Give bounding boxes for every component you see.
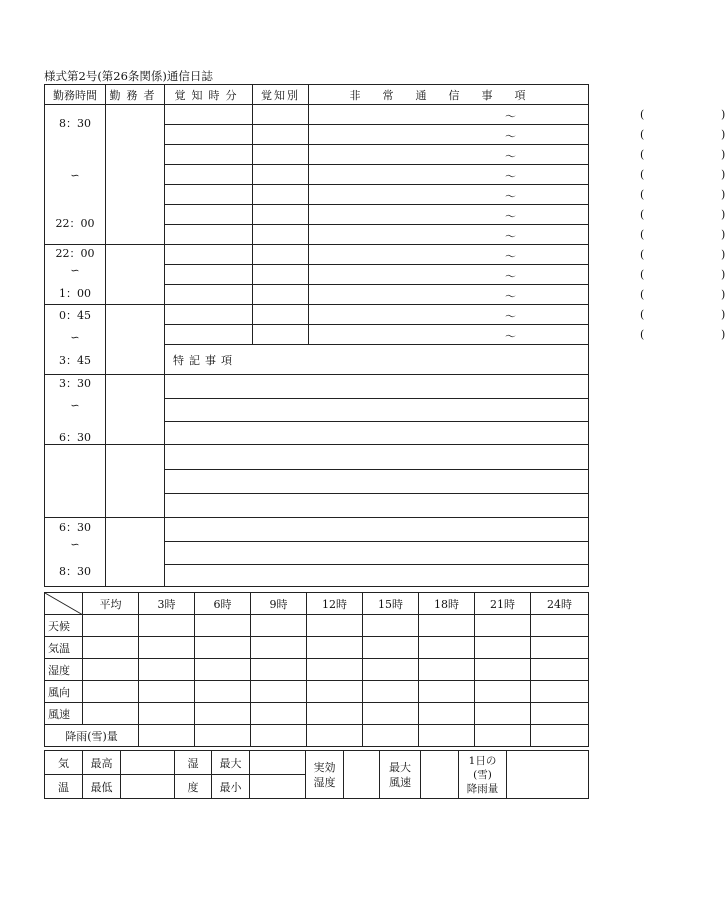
- effective-humidity-value[interactable]: [344, 751, 380, 799]
- detect-type-cell[interactable]: [253, 325, 309, 345]
- temp-high-value[interactable]: [121, 751, 175, 775]
- weather-row: [45, 659, 589, 681]
- weather-col-header: 15時: [363, 593, 419, 615]
- weather-col-header: 12時: [307, 593, 363, 615]
- temp-low-label: 最低: [83, 775, 121, 799]
- weather-row-label: 風向: [45, 681, 83, 703]
- detect-type-cell[interactable]: [253, 125, 309, 145]
- comm-cell[interactable]: ～ ( ): [309, 145, 589, 165]
- weather-row: [45, 637, 589, 659]
- weather-row-label: 風速: [45, 703, 83, 725]
- comm-cell[interactable]: ～ ( ): [309, 165, 589, 185]
- weather-row-label: 天候: [45, 615, 83, 637]
- detect-type-cell[interactable]: [253, 165, 309, 185]
- temp-label-bottom: 温: [45, 775, 83, 799]
- temp-label-top: 気: [45, 751, 83, 775]
- weather-row: [45, 615, 589, 637]
- detect-type-cell[interactable]: [253, 185, 309, 205]
- detect-type-cell[interactable]: [253, 285, 309, 305]
- detect-type-cell[interactable]: [253, 245, 309, 265]
- precip-row: [45, 725, 589, 747]
- daily-precip-value[interactable]: [507, 751, 589, 799]
- hum-max-label: 最大: [212, 751, 250, 775]
- detect-type-cell[interactable]: [253, 105, 309, 125]
- header-worker: 勤務者: [106, 85, 165, 105]
- weather-col-header: 9時: [251, 593, 307, 615]
- detect-time-cell[interactable]: [165, 225, 253, 245]
- weather-col-header: 21時: [475, 593, 531, 615]
- hum-label-bottom: 度: [175, 775, 212, 799]
- weather-corner-cell: [45, 593, 83, 615]
- weather-row: [45, 703, 589, 725]
- weather-col-header: 平均: [83, 593, 139, 615]
- detect-time-cell[interactable]: [165, 245, 253, 265]
- hum-min-label: 最小: [212, 775, 250, 799]
- notes-line[interactable]: [165, 494, 589, 518]
- precip-label: 降雨(雪)量: [45, 725, 139, 747]
- header-emergency-comm: 非常通信事項: [309, 85, 589, 105]
- shift-4-worker[interactable]: [106, 375, 165, 445]
- weather-table: [44, 592, 589, 747]
- max-wind-value[interactable]: [421, 751, 459, 799]
- notes-line[interactable]: [165, 445, 589, 470]
- comm-cell[interactable]: ～ ( ): [309, 285, 589, 305]
- detect-time-cell[interactable]: [165, 165, 253, 185]
- header-work-hours: 勤務時間: [45, 85, 106, 105]
- detect-time-cell[interactable]: [165, 265, 253, 285]
- weather-row-label: 湿度: [45, 659, 83, 681]
- detect-time-cell[interactable]: [165, 125, 253, 145]
- shift-2-time: 22：00 ∽ 1：00: [45, 245, 106, 305]
- weather-row: [45, 681, 589, 703]
- shift-2-worker[interactable]: [106, 245, 165, 305]
- comm-cell[interactable]: ～ ( ): [309, 245, 589, 265]
- shift-4-time: 3：30 ∽ 6：30: [45, 375, 106, 445]
- notes-line[interactable]: [165, 399, 589, 422]
- detect-type-cell[interactable]: [253, 305, 309, 325]
- communication-log-table: [44, 84, 725, 587]
- weather-header-row: [45, 593, 589, 615]
- shift-blank-time[interactable]: [45, 445, 106, 518]
- comm-cell[interactable]: ～ ( ): [309, 265, 589, 285]
- hum-label-top: 湿: [175, 751, 212, 775]
- header-detection-type: 覚知別: [253, 85, 309, 105]
- shift-5-worker[interactable]: [106, 518, 165, 587]
- form-title: 様式第2号(第26条関係)通信日誌: [44, 69, 213, 83]
- notes-line[interactable]: [165, 542, 589, 565]
- shift-blank-worker[interactable]: [106, 445, 165, 518]
- weather-col-header: 3時: [139, 593, 195, 615]
- temp-low-value[interactable]: [121, 775, 175, 799]
- detect-time-cell[interactable]: [165, 305, 253, 325]
- effective-humidity-label: 実効 湿度: [306, 751, 344, 799]
- shift-5-time: 6：30 ∽ 8：30: [45, 518, 106, 587]
- detect-type-cell[interactable]: [253, 225, 309, 245]
- weather-col-header: 18時: [419, 593, 475, 615]
- weather-col-header: 24時: [531, 593, 589, 615]
- comm-cell[interactable]: ～ ( ): [309, 325, 589, 345]
- notes-line[interactable]: [165, 375, 589, 399]
- comm-cell[interactable]: ～ ( ): [309, 125, 589, 145]
- notes-line[interactable]: [165, 422, 589, 445]
- detect-type-cell[interactable]: [253, 205, 309, 225]
- detect-type-cell[interactable]: [253, 145, 309, 165]
- header-detection-time: 覚知時分: [165, 85, 253, 105]
- comm-cell[interactable]: ～ ( ): [309, 225, 589, 245]
- hum-min-value[interactable]: [250, 775, 306, 799]
- detect-time-cell[interactable]: [165, 145, 253, 165]
- notes-line[interactable]: [165, 518, 589, 542]
- detect-time-cell[interactable]: [165, 185, 253, 205]
- summary-table: [44, 750, 589, 799]
- comm-cell[interactable]: ～ ( ): [309, 105, 589, 125]
- daily-precip-label: 1日の (雪) 降雨量: [459, 751, 507, 799]
- shift-1-worker[interactable]: [106, 105, 165, 245]
- log-header-row: [45, 85, 589, 105]
- comm-cell[interactable]: ～ ( ): [309, 305, 589, 325]
- temp-high-label: 最高: [83, 751, 121, 775]
- detect-time-cell[interactable]: [165, 285, 253, 305]
- weather-row-label: 気温: [45, 637, 83, 659]
- notes-line[interactable]: [165, 470, 589, 494]
- notes-line[interactable]: [165, 565, 589, 587]
- shift-3-worker[interactable]: [106, 305, 165, 375]
- hum-max-value[interactable]: [250, 751, 306, 775]
- detect-time-cell[interactable]: [165, 205, 253, 225]
- comm-cell[interactable]: ～ ( ): [309, 205, 589, 225]
- shift-3-time: 0：45 ∽ 3：45: [45, 305, 106, 375]
- special-notes-label: 特記事項: [165, 345, 589, 375]
- detect-time-cell[interactable]: [165, 105, 253, 125]
- detect-time-cell[interactable]: [165, 325, 253, 345]
- shift-1-time: 8：30 ∽ 22：00: [45, 105, 106, 245]
- diagonal-line-icon: [45, 593, 83, 615]
- weather-col-header: 6時: [195, 593, 251, 615]
- comm-cell[interactable]: ～ ( ): [309, 185, 589, 205]
- max-wind-label: 最大 風速: [380, 751, 421, 799]
- detect-type-cell[interactable]: [253, 265, 309, 285]
